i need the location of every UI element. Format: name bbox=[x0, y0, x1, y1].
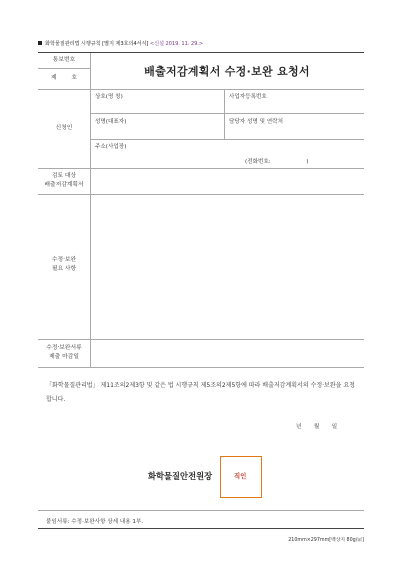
form-header-note bbox=[38, 40, 203, 47]
issue-number-label: 제 호 bbox=[51, 75, 77, 81]
phone-number-label: (전화번호: ) bbox=[245, 159, 309, 165]
signer-title: 화학물질안전원장 bbox=[148, 471, 213, 481]
form-title: 배출저감계획서 수정·보완 요청서 bbox=[144, 65, 310, 78]
representative-name-label: 성명(대표자) bbox=[95, 119, 127, 125]
notice-number-label: 통보번호 bbox=[52, 57, 76, 63]
contact-person-label: 담당자 성명 및 연락처 bbox=[229, 119, 283, 125]
square-bullet-icon bbox=[38, 41, 42, 45]
paper-spec: 210mm×297mm[백상지 80g/㎡] bbox=[288, 538, 364, 543]
applicant-label: 신청인 bbox=[55, 125, 73, 131]
business-registration-label: 사업자등록번호 bbox=[229, 94, 267, 100]
review-target-label: 검토 대상 배출저감계획서 bbox=[44, 173, 84, 188]
official-seal-box bbox=[220, 456, 262, 498]
seal-text: 직인 bbox=[234, 472, 247, 480]
address-label: 주소(사업장) bbox=[95, 144, 127, 150]
request-statement: 「화학물질관리법」 제11조의2제3항 및 같은 법 시행규칙 제5조의2제5항에 따라 배출저감계획서의 수정·보완을 요청합니다. bbox=[46, 382, 355, 403]
company-name-label: 상호(명 칭) bbox=[95, 94, 123, 100]
request-form bbox=[38, 52, 364, 529]
date-line: 년 월 일 bbox=[296, 424, 338, 430]
deadline-label: 수정·보완서류 제출 마감일 bbox=[46, 345, 82, 360]
header-prefix: 화학물질관리법 시행규칙 [별지 제3호의4서식] bbox=[45, 41, 149, 47]
revision-items-label: 수정·보완 필요 사항 bbox=[51, 257, 77, 272]
attachment-note: 붙임서류: 수정·보완사항 상세 내용 1부. bbox=[46, 519, 144, 525]
header-new-tag: <신설 2019. 11. 29.> bbox=[149, 41, 204, 47]
